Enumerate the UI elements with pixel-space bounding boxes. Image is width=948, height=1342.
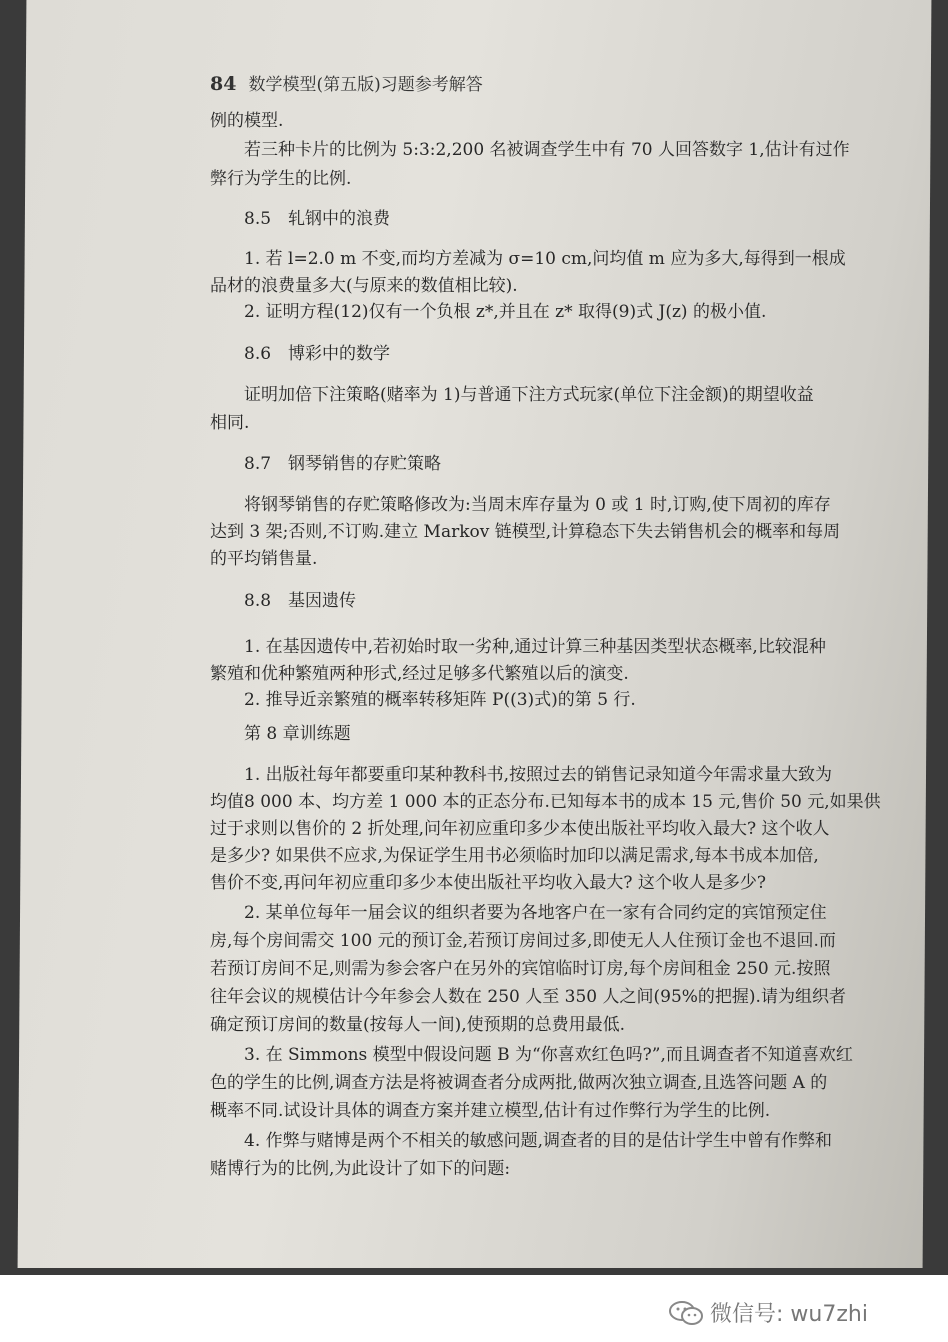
text-line: 1. 若 l=2.0 m 不变,而均方差减为 σ=10 cm,问均值 m 应为多大,每得到一根成 — [244, 249, 846, 269]
text-line: 弊行为学生的比例. — [210, 169, 352, 189]
text-line: 过于求则以售价的 2 折处理,问年初应重印多少本使出版社平均收入最大? 这个收人 — [210, 819, 830, 839]
text-line: 证明加倍下注策略(赌率为 1)与普通下注方式玩家(单位下注金额)的期望收益 — [244, 385, 814, 405]
text-line: 的平均销售量. — [210, 549, 318, 569]
page-header — [210, 70, 483, 95]
text-line: 概率不同.试设计具体的调查方案并建立模型,估计有过作弊行为学生的比例. — [210, 1101, 771, 1121]
wechat-icon — [668, 1300, 704, 1326]
text-line: 4. 作弊与赌博是两个不相关的敏感问题,调查者的目的是估计学生中曾有作弊和 — [244, 1131, 833, 1151]
text-line: 2. 某单位每年一届会议的组织者要为各地客户在一家有合同约定的宾馆预定住 — [244, 903, 827, 923]
section-heading: 8.7 钢琴销售的存贮策略 — [244, 454, 442, 474]
text-line: 2. 推导近亲繁殖的概率转移矩阵 P((3)式)的第 5 行. — [244, 690, 636, 710]
text-line: 1. 在基因遗传中,若初始时取一劣种,通过计算三种基因类型状态概率,比较混种 — [244, 637, 826, 657]
text-line: 售价不变,再问年初应重印多少本使出版社平均收入最大? 这个收人是多少? — [210, 873, 767, 893]
text-line: 达到 3 架;否则,不订购.建立 Markov 链模型,计算稳态下失去销售机会的概率和每周 — [210, 522, 841, 542]
section-heading: 8.5 轧钢中的浪费 — [244, 209, 391, 229]
section-heading: 8.8 基因遗传 — [244, 591, 357, 611]
chapter-exercise-heading: 第 8 章训练题 — [244, 724, 351, 744]
wechat-id-label: 微信号: wu7zhi — [710, 1302, 868, 1327]
text-line: 例的模型. — [210, 111, 284, 131]
text-line: 1. 出版社每年都要重印某种教科书,按照过去的销售记录知道今年需求量大致为 — [244, 765, 833, 785]
page-number: 84 — [210, 73, 237, 95]
section-heading: 8.6 博彩中的数学 — [244, 344, 391, 364]
text-line: 确定预订房间的数量(按每人一间),使预期的总费用最低. — [210, 1015, 626, 1035]
text-line: 3. 在 Simmons 模型中假设问题 B 为“你喜欢红色吗?”,而且调查者不知道喜欢红 — [244, 1045, 853, 1065]
text-line: 2. 证明方程(12)仅有一个负根 z*,并且在 z* 取得(9)式 J(z) 的极小值. — [244, 302, 767, 322]
text-line: 均值8 000 本、均方差 1 000 本的正态分布.已知每本书的成本 15 元,售价 50 元,如果供 — [210, 792, 881, 812]
wechat-watermark — [668, 1297, 868, 1328]
text-line: 将钢琴销售的存贮策略修改为:当周末库存量为 0 或 1 时,订购,使下周初的库存 — [244, 495, 831, 515]
text-line: 往年会议的规模估计今年参会人数在 250 人至 350 人之间(95%的把握).请为组织者 — [210, 987, 846, 1007]
text-line: 品材的浪费量多大(与原来的数值相比较). — [210, 276, 518, 296]
text-line: 相同. — [210, 413, 250, 433]
text-line: 若三种卡片的比例为 5:3:2,200 名被调查学生中有 70 人回答数字 1,估计有过作 — [244, 140, 850, 160]
text-line: 若预订房间不足,则需为参会客户在另外的宾馆临时订房,每个房间租金 250 元.按照 — [210, 959, 831, 979]
text-line: 房,每个房间需交 100 元的预订金,若预订房间过多,即使无人人住预订金也不退回.而 — [210, 931, 836, 951]
text-line: 赌博行为的比例,为此设计了如下的问题: — [210, 1159, 511, 1179]
book-title: 数学模型(第五版)习题参考解答 — [248, 75, 483, 95]
text-line: 繁殖和优种繁殖两种形式,经过足够多代繁殖以后的演变. — [210, 664, 629, 684]
text-line: 色的学生的比例,调查方法是将被调查者分成两批,做两次独立调查,且选答问题 A 的 — [210, 1073, 828, 1093]
text-line: 是多少? 如果供不应求,为保证学生用书必须临时加印以满足需求,每本书成本加倍, — [210, 846, 819, 866]
